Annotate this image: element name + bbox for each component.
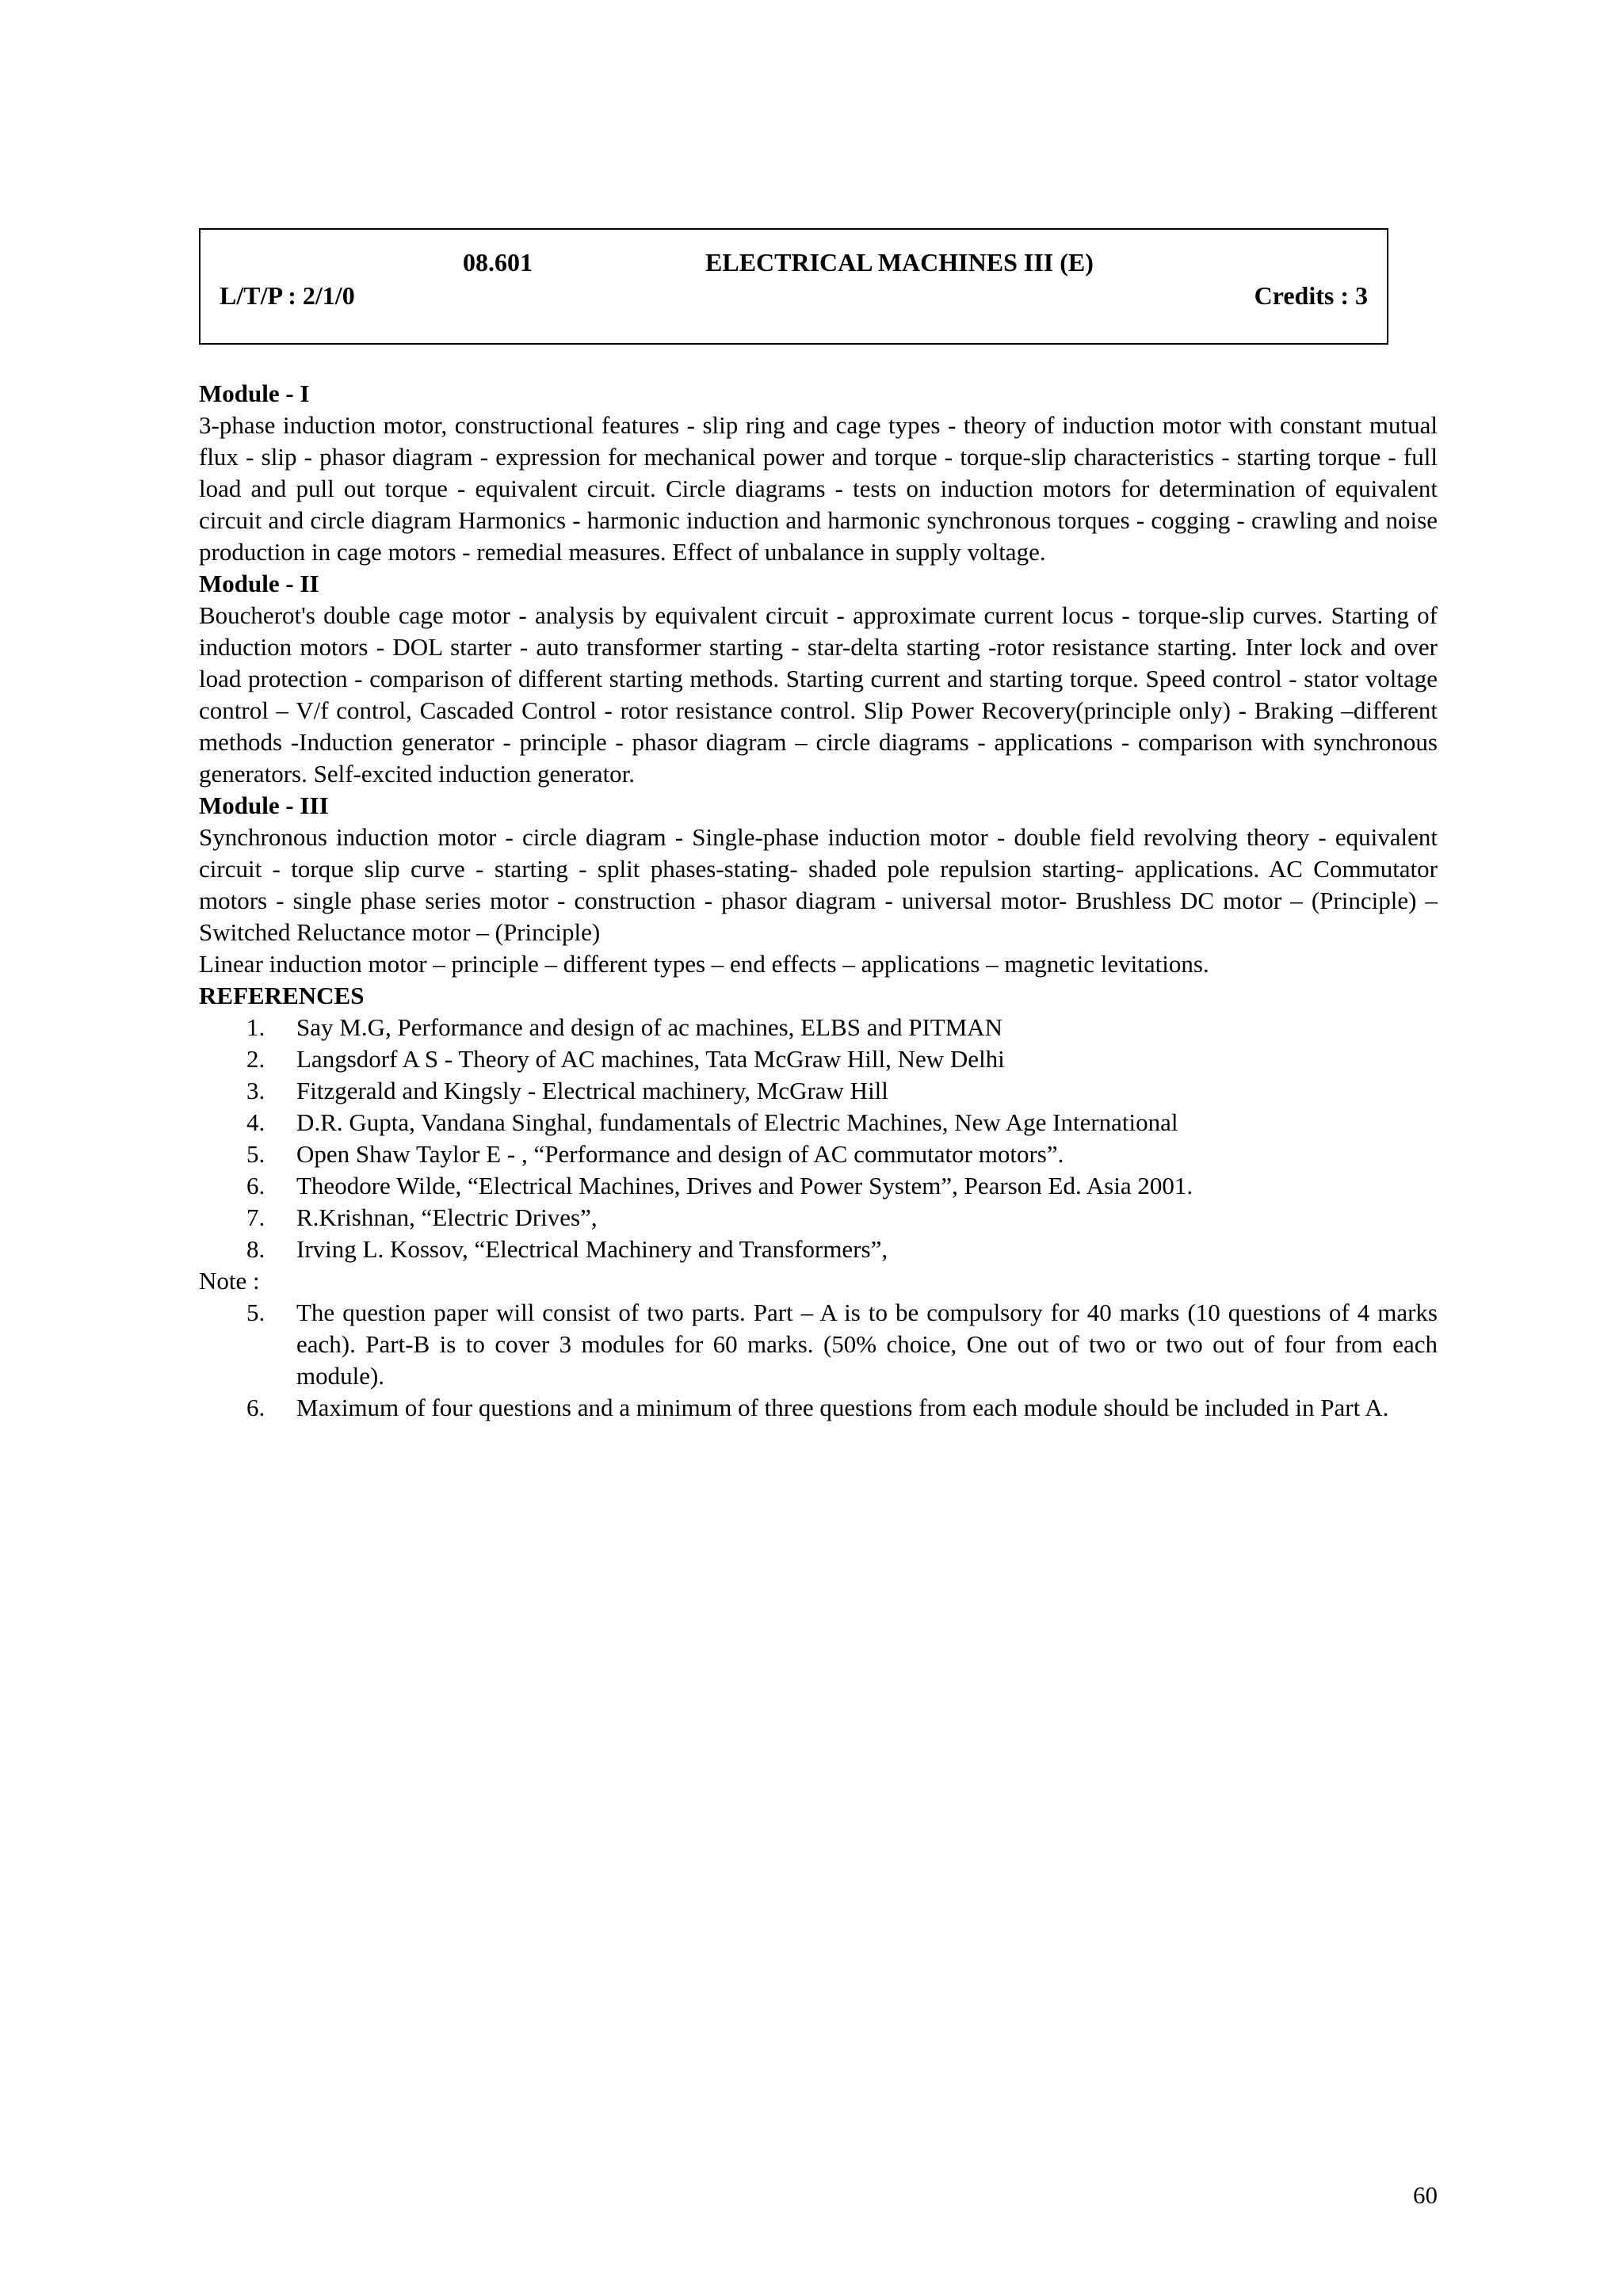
module-3-body: Synchronous induction motor - circle diagram - Single-phase induction motor - double field revolving theory - equivalent circuit - torque slip curve - starting - split phases-stating- shaded pole repulsion starting- applications. AC Commutator motors - single phase series motor - construction - phasor diagram - universal motor- Brushless DC motor – (Principle) – Switched Reluctance motor – (Principle) <box>199 823 1438 946</box>
reference-text: Open Shaw Taylor E - , “Performance and design of AC commutator motors”. <box>296 1140 1064 1168</box>
reference-text: Theodore Wilde, “Electrical Machines, Drives and Power System”, Pearson Ed. Asia 2001. <box>296 1172 1193 1199</box>
reference-number: 6. <box>246 1172 265 1199</box>
note-text: The question paper will consist of two parts. Part – A is to be compulsory for 40 marks (10 questions of 4 marks each). Part-B is to cover 3 modules for 60 marks. (50% choice, One out of two or two out of four from each module). <box>296 1299 1438 1390</box>
references-heading: REFERENCES <box>199 982 365 1009</box>
course-code: 08.601 <box>463 248 533 277</box>
reference-number: 4. <box>246 1108 265 1136</box>
references-list <box>199 1012 1438 1265</box>
reference-text: Langsdorf A S - Theory of AC machines, Tata McGraw Hill, New Delhi <box>296 1045 1005 1073</box>
reference-item <box>199 1202 1438 1234</box>
note-item <box>199 1297 1438 1392</box>
module-2-heading: Module - II <box>199 570 319 597</box>
credits-label: Credits : 3 <box>1254 281 1368 310</box>
reference-item <box>199 1138 1438 1170</box>
reference-number: 8. <box>246 1235 265 1263</box>
notes-list <box>199 1297 1438 1424</box>
reference-item <box>199 1043 1438 1075</box>
note-text: Maximum of four questions and a minimum of three questions from each module should be included in Part A. <box>296 1394 1389 1421</box>
reference-item <box>199 1170 1438 1202</box>
header-line-ltp-credits <box>200 275 1387 313</box>
reference-text: Fitzgerald and Kingsly - Electrical machinery, McGraw Hill <box>296 1077 888 1104</box>
reference-item <box>199 1107 1438 1138</box>
note-label: Note : <box>199 1267 260 1295</box>
module-3-body-linear: Linear induction motor – principle – different types – end effects – applications – magnetic levitations. <box>199 950 1209 978</box>
reference-item <box>199 1075 1438 1107</box>
header-line-title <box>200 242 1387 280</box>
reference-text: Say M.G, Performance and design of ac machines, ELBS and PITMAN <box>296 1013 1003 1041</box>
reference-item <box>199 1234 1438 1265</box>
reference-text: R.Krishnan, “Electric Drives”, <box>296 1203 598 1231</box>
note-item <box>199 1392 1438 1424</box>
module-1-body: 3-phase induction motor, constructional features - slip ring and cage types - theory of induction motor with constant mutual flux - slip - phasor diagram - expression for mechanical power and torque - torque-slip characteristics - starting torque - full load and pull out torque - equivalent circuit. Circle diagrams - tests on induction motors for determination of equivalent circuit and circle diagram Harmonics - harmonic induction and harmonic synchronous torques - cogging - crawling and noise production in cage motors - remedial measures. Effect of unbalance in supply voltage. <box>199 411 1438 566</box>
note-number: 6. <box>246 1394 265 1421</box>
note-number: 5. <box>246 1299 265 1326</box>
module-3-heading: Module - III <box>199 791 329 819</box>
reference-number: 2. <box>246 1045 265 1073</box>
reference-number: 7. <box>246 1203 265 1231</box>
reference-number: 1. <box>246 1013 265 1041</box>
module-2-body: Boucherot's double cage motor - analysis by equivalent circuit - approximate current locus - torque-slip curves. Starting of induction motors - DOL starter - auto transformer starting - star-delta starting -rotor resistance starting. Inter lock and over load protection - comparison of different starting methods. Starting current and starting torque. Speed control - stator voltage control – V/f control, Cascaded Control - rotor resistance control. Slip Power Recovery(principle only) - Braking –different methods -Induction generator - principle - phasor diagram – circle diagrams - applications - comparison with synchronous generators. Self-excited induction generator. <box>199 601 1438 788</box>
reference-item <box>199 1012 1438 1043</box>
course-title: ELECTRICAL MACHINES III (E) <box>705 248 1094 277</box>
module-1-heading: Module - I <box>199 379 310 407</box>
syllabus-content <box>199 378 1438 1424</box>
page-number: 60 <box>1413 2181 1438 2209</box>
reference-number: 5. <box>246 1140 265 1168</box>
course-header-box <box>199 228 1388 345</box>
reference-text: Irving L. Kossov, “Electrical Machinery and Transformers”, <box>296 1235 888 1263</box>
reference-text: D.R. Gupta, Vandana Singhal, fundamentals of Electric Machines, New Age International <box>296 1108 1178 1136</box>
reference-number: 3. <box>246 1077 265 1104</box>
ltp-label: L/T/P : 2/1/0 <box>220 281 355 310</box>
